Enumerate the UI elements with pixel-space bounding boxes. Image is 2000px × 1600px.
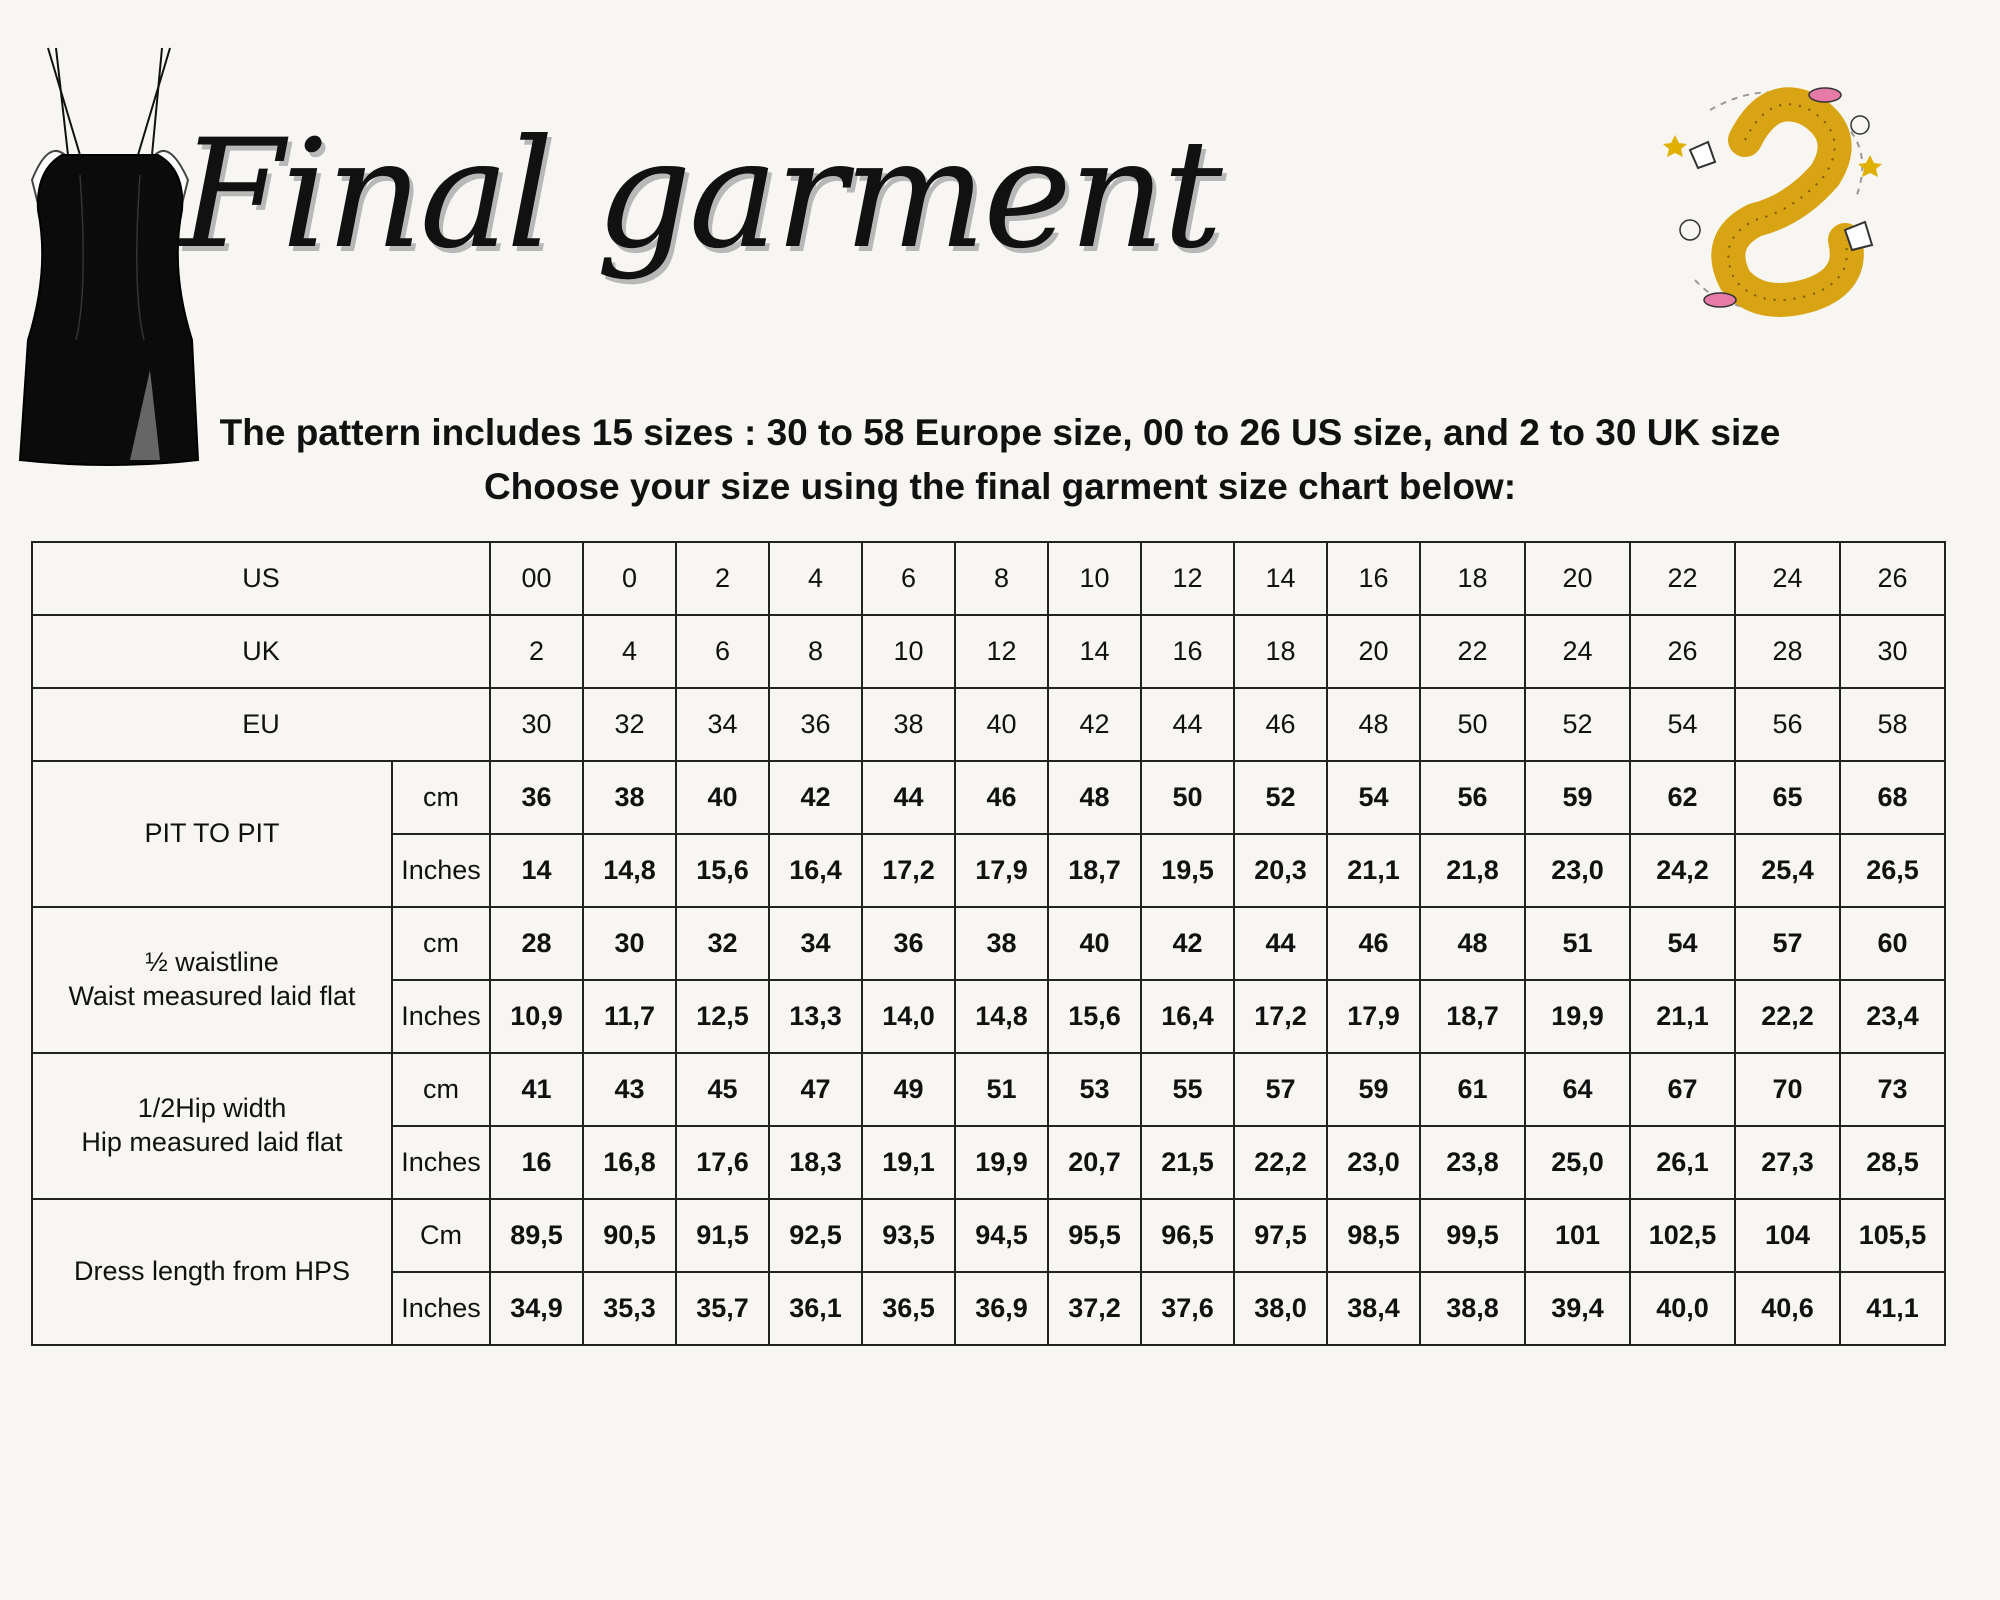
measurement-value: 17,2 [1234,980,1327,1053]
measurement-value: 57 [1234,1053,1327,1126]
measurement-value: 42 [769,761,862,834]
measurement-value: 13,3 [769,980,862,1053]
instruction-text: Choose your size using the final garment size chart below: [483,466,1517,507]
measurement-value: 97,5 [1234,1199,1327,1272]
measurement-value: 12,5 [676,980,769,1053]
measurement-value: 11,7 [583,980,676,1053]
measurement-value: 40,0 [1630,1272,1735,1345]
measurement-value: 34 [769,907,862,980]
measurement-value: 23,0 [1525,834,1630,907]
size-cell: 12 [1141,542,1234,615]
unit-label: cm [392,907,490,980]
measurement-value: 16,4 [769,834,862,907]
measurement-value: 46 [955,761,1048,834]
measurement-value: 93,5 [862,1199,955,1272]
measurement-label [32,1053,392,1199]
unit-label: cm [392,1053,490,1126]
size-system-label: EU [32,688,490,761]
size-cell: 24 [1525,615,1630,688]
measurement-label-line1: ½ waistline [145,947,279,978]
pattern-info-text: The pattern includes 15 sizes : 30 to 58 Europe size, 00 to 26 US size, and 2 to 30 UK size [219,412,1781,453]
measurement-value: 10,9 [490,980,583,1053]
size-cell: 44 [1141,688,1234,761]
measurement-label [32,1199,392,1345]
size-cell: 52 [1525,688,1630,761]
measurement-value: 59 [1327,1053,1420,1126]
measurement-value: 15,6 [1048,980,1141,1053]
measurement-value: 45 [676,1053,769,1126]
measurement-value: 19,9 [955,1126,1048,1199]
measurement-value: 62 [1630,761,1735,834]
size-cell: 24 [1735,542,1840,615]
measurement-value: 50 [1141,761,1234,834]
measurement-value: 41 [490,1053,583,1126]
measurement-value: 61 [1420,1053,1525,1126]
measurement-value: 39,4 [1525,1272,1630,1345]
measurement-value: 54 [1327,761,1420,834]
measurement-value: 59 [1525,761,1630,834]
unit-label: Inches [392,1272,490,1345]
size-cell: 8 [769,615,862,688]
size-cell: 12 [955,615,1048,688]
measurement-value: 28,5 [1840,1126,1945,1199]
size-cell: 18 [1420,542,1525,615]
measurement-value: 38,4 [1327,1272,1420,1345]
unit-label: Inches [392,834,490,907]
measurement-value: 16 [490,1126,583,1199]
measurement-value: 48 [1420,907,1525,980]
measurement-value: 19,1 [862,1126,955,1199]
size-cell: 42 [1048,688,1141,761]
size-cell: 32 [583,688,676,761]
measurement-value: 96,5 [1141,1199,1234,1272]
size-cell: 20 [1327,615,1420,688]
measurement-value: 42 [1141,907,1234,980]
unit-label: Inches [392,980,490,1053]
measurement-value: 23,4 [1840,980,1945,1053]
measurement-label-line2: Waist measured laid flat [68,981,356,1011]
measurement-value: 40 [676,761,769,834]
measurement-value: 38 [583,761,676,834]
size-cell: 8 [955,542,1048,615]
measurement-value: 90,5 [583,1199,676,1272]
measurement-value: 19,9 [1525,980,1630,1053]
size-cell: 28 [1735,615,1840,688]
measurement-value: 105,5 [1840,1199,1945,1272]
measurement-value: 41,1 [1840,1272,1945,1345]
measurement-label-line1: PIT TO PIT [144,818,280,849]
size-cell: 0 [583,542,676,615]
measurement-value: 35,7 [676,1272,769,1345]
measuring-tape-logo-icon [1660,80,1900,330]
size-cell: 38 [862,688,955,761]
measurement-value: 38,0 [1234,1272,1327,1345]
measurement-value: 38 [955,907,1048,980]
size-cell: 22 [1420,615,1525,688]
measurement-label [32,907,392,1053]
size-cell: 2 [490,615,583,688]
measurement-value: 102,5 [1630,1199,1735,1272]
measurement-row [32,761,1945,834]
size-cell: 34 [676,688,769,761]
measurement-value: 48 [1048,761,1141,834]
measurement-value: 17,6 [676,1126,769,1199]
size-cell: 14 [1234,542,1327,615]
measurement-value: 21,8 [1420,834,1525,907]
unit-label: Inches [392,1126,490,1199]
page-title: Final garment [180,108,1220,282]
measurement-row [32,1199,1945,1272]
measurement-value: 20,7 [1048,1126,1141,1199]
measurement-value: 26,1 [1630,1126,1735,1199]
measurement-value: 46 [1327,907,1420,980]
measurement-value: 37,6 [1141,1272,1234,1345]
measurement-value: 16,4 [1141,980,1234,1053]
measurement-value: 40,6 [1735,1272,1840,1345]
measurement-value: 56 [1420,761,1525,834]
measurement-value: 94,5 [955,1199,1048,1272]
measurement-value: 14,8 [583,834,676,907]
measurement-value: 27,3 [1735,1126,1840,1199]
measurement-value: 68 [1840,761,1945,834]
measurement-row [32,1053,1945,1126]
measurement-value: 19,5 [1141,834,1234,907]
measurement-value: 15,6 [676,834,769,907]
measurement-value: 26,5 [1840,834,1945,907]
size-cell: 56 [1735,688,1840,761]
measurement-value: 67 [1630,1053,1735,1126]
measurement-value: 32 [676,907,769,980]
measurement-value: 21,1 [1630,980,1735,1053]
measurement-value: 18,3 [769,1126,862,1199]
measurement-label-line1: 1/2Hip width [137,1093,287,1124]
measurement-value: 18,7 [1420,980,1525,1053]
size-cell: 50 [1420,688,1525,761]
size-row [32,615,1945,688]
measurement-value: 36 [490,761,583,834]
unit-label: Cm [392,1199,490,1272]
measurement-value: 36,5 [862,1272,955,1345]
measurement-value: 92,5 [769,1199,862,1272]
measurement-row [32,907,1945,980]
measurement-value: 104 [1735,1199,1840,1272]
measurement-value: 53 [1048,1053,1141,1126]
size-row [32,542,1945,615]
measurement-value: 36 [862,907,955,980]
measurement-value: 52 [1234,761,1327,834]
measurement-value: 17,9 [955,834,1048,907]
measurement-value: 25,4 [1735,834,1840,907]
size-cell: 4 [583,615,676,688]
size-chart-table [31,541,1946,1346]
measurement-value: 54 [1630,907,1735,980]
measurement-label-line2: Hip measured laid flat [81,1127,343,1157]
measurement-value: 51 [1525,907,1630,980]
measurement-value: 35,3 [583,1272,676,1345]
measurement-value: 70 [1735,1053,1840,1126]
size-cell: 26 [1840,542,1945,615]
size-cell: 40 [955,688,1048,761]
measurement-value: 101 [1525,1199,1630,1272]
measurement-value: 89,5 [490,1199,583,1272]
measurement-value: 64 [1525,1053,1630,1126]
size-cell: 16 [1141,615,1234,688]
measurement-label-line1: Dress length from HPS [73,1256,351,1287]
size-cell: 30 [490,688,583,761]
measurement-value: 14 [490,834,583,907]
measurement-value: 51 [955,1053,1048,1126]
size-cell: 00 [490,542,583,615]
measurement-value: 23,0 [1327,1126,1420,1199]
measurement-value: 55 [1141,1053,1234,1126]
size-cell: 48 [1327,688,1420,761]
size-cell: 54 [1630,688,1735,761]
size-cell: 10 [862,615,955,688]
size-cell: 18 [1234,615,1327,688]
measurement-value: 17,9 [1327,980,1420,1053]
measurement-value: 57 [1735,907,1840,980]
measurement-value: 23,8 [1420,1126,1525,1199]
measurement-value: 17,2 [862,834,955,907]
measurement-value: 65 [1735,761,1840,834]
size-cell: 6 [676,615,769,688]
size-system-label: US [32,542,490,615]
measurement-value: 95,5 [1048,1199,1141,1272]
size-cell: 2 [676,542,769,615]
size-row [32,688,1945,761]
measurement-value: 22,2 [1735,980,1840,1053]
measurement-label [32,761,392,907]
size-cell: 16 [1327,542,1420,615]
measurement-value: 14,0 [862,980,955,1053]
size-cell: 14 [1048,615,1141,688]
size-cell: 46 [1234,688,1327,761]
size-cell: 58 [1840,688,1945,761]
size-cell: 10 [1048,542,1141,615]
measurement-value: 44 [1234,907,1327,980]
measurement-value: 16,8 [583,1126,676,1199]
measurement-value: 44 [862,761,955,834]
measurement-value: 22,2 [1234,1126,1327,1199]
measurement-value: 24,2 [1630,834,1735,907]
size-cell: 36 [769,688,862,761]
measurement-value: 20,3 [1234,834,1327,907]
measurement-value: 34,9 [490,1272,583,1345]
measurement-value: 91,5 [676,1199,769,1272]
size-cell: 26 [1630,615,1735,688]
size-system-label: UK [32,615,490,688]
size-cell: 20 [1525,542,1630,615]
measurement-value: 49 [862,1053,955,1126]
measurement-value: 14,8 [955,980,1048,1053]
measurement-value: 36,1 [769,1272,862,1345]
measurement-value: 28 [490,907,583,980]
measurement-value: 43 [583,1053,676,1126]
measurement-value: 73 [1840,1053,1945,1126]
size-cell: 4 [769,542,862,615]
measurement-value: 25,0 [1525,1126,1630,1199]
measurement-value: 30 [583,907,676,980]
measurement-value: 37,2 [1048,1272,1141,1345]
measurement-value: 21,1 [1327,834,1420,907]
measurement-value: 36,9 [955,1272,1048,1345]
size-cell: 22 [1630,542,1735,615]
measurement-value: 21,5 [1141,1126,1234,1199]
measurement-value: 98,5 [1327,1199,1420,1272]
size-cell: 30 [1840,615,1945,688]
measurement-value: 99,5 [1420,1199,1525,1272]
unit-label: cm [392,761,490,834]
measurement-value: 47 [769,1053,862,1126]
size-cell: 6 [862,542,955,615]
measurement-value: 18,7 [1048,834,1141,907]
measurement-value: 60 [1840,907,1945,980]
measurement-value: 40 [1048,907,1141,980]
measurement-value: 38,8 [1420,1272,1525,1345]
